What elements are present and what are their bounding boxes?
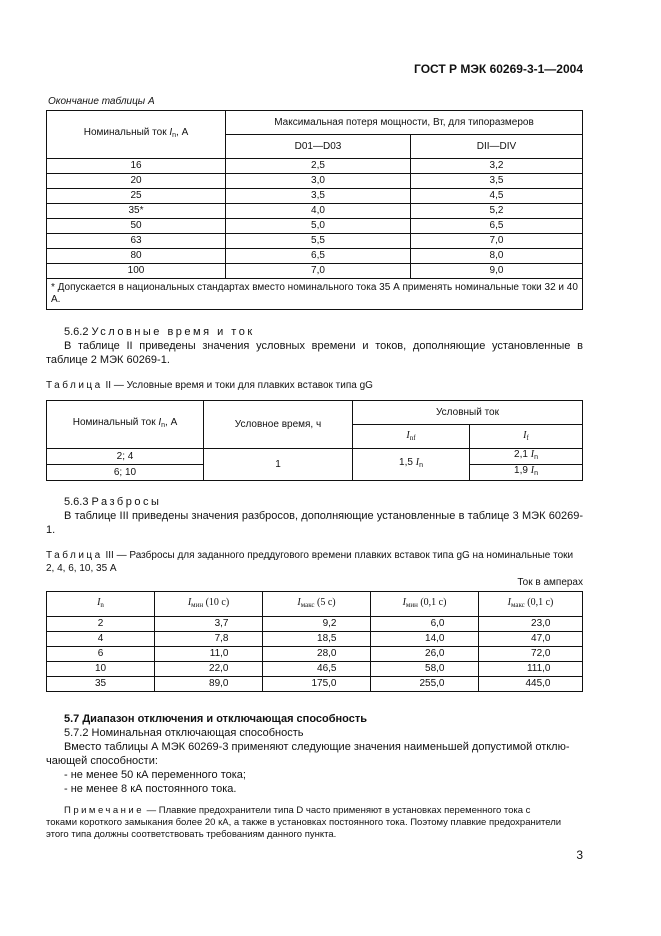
table-cell: 2,5 bbox=[226, 159, 411, 174]
table-row bbox=[47, 647, 583, 662]
cell-value: 72,0 bbox=[531, 648, 551, 659]
table-ii bbox=[46, 400, 583, 481]
table-ii-caption: Таблица II — Условные время и токи для плавких вставок типа gG bbox=[46, 380, 373, 391]
table-cell bbox=[263, 677, 371, 692]
cell-value: 111,0 bbox=[526, 663, 551, 674]
table-iii bbox=[46, 591, 583, 692]
table-cell bbox=[155, 677, 263, 692]
section-5-7-2-body-line1: Вместо таблицы А МЭК 60269-3 применяют следующие значения наименьшей допустимой отклю- bbox=[64, 741, 570, 753]
table-row bbox=[47, 234, 583, 249]
table-iii-head-imax01: $I_{макс}$ (0,1 с) bbox=[479, 592, 583, 617]
table-iii-caption-line2: 2, 4, 6, 10, 35 А bbox=[46, 563, 117, 574]
table-cell bbox=[479, 677, 583, 692]
table-cell bbox=[371, 662, 479, 677]
table-cell: 4,0 bbox=[226, 204, 411, 219]
table-cell: 63 bbox=[47, 234, 226, 249]
cell-value: 47,0 bbox=[531, 633, 551, 644]
table-a-head-rated: Номинальный ток $I_n$, А bbox=[47, 111, 226, 159]
section-5-6-2-heading: 5.6.2 Условные время и ток bbox=[64, 326, 255, 338]
table-cell bbox=[371, 632, 479, 647]
table-ii-row1-rated: 2; 4 bbox=[47, 449, 204, 465]
table-cell: 35* bbox=[47, 204, 226, 219]
table-cell: 35 bbox=[47, 677, 155, 692]
table-row bbox=[47, 204, 583, 219]
table-row bbox=[47, 174, 583, 189]
cell-value: 28,0 bbox=[317, 648, 337, 659]
table-cell: 3,0 bbox=[226, 174, 411, 189]
section-5-7-heading: 5.7 Диапазон отключения и отключающая способность bbox=[64, 713, 368, 725]
table-iii-head-in: $I_n$ bbox=[47, 592, 155, 617]
table-cell: 5,2 bbox=[411, 204, 583, 219]
section-5-7-2-heading: 5.7.2 Номинальная отключающая способность bbox=[64, 727, 304, 739]
table-cell: 3,5 bbox=[226, 189, 411, 204]
table-cell: 3,5 bbox=[411, 174, 583, 189]
table-cell bbox=[479, 617, 583, 632]
table-cell: 6,5 bbox=[411, 219, 583, 234]
table-cell: 6,5 bbox=[226, 249, 411, 264]
table-a-head-d2: DII—DIV bbox=[411, 135, 583, 159]
note-line2: токами короткого замыкания более 20 кА, а также в установках постоянного тока. Поэтому плавкие предохранители bbox=[46, 817, 562, 828]
table-row bbox=[47, 617, 583, 632]
table-ii-head-if: $I_f$ bbox=[470, 425, 583, 449]
table-ii-head-current: Условный ток bbox=[353, 401, 583, 425]
table-cell: 4 bbox=[47, 632, 155, 647]
table-cell: 9,0 bbox=[411, 264, 583, 279]
table-ii-row2-rated: 6; 10 bbox=[47, 465, 204, 481]
table-cell: 20 bbox=[47, 174, 226, 189]
table-iii-head-imin10: $I_{мин}$ (10 с) bbox=[155, 592, 263, 617]
table-cell: 4,5 bbox=[411, 189, 583, 204]
cell-value: 11,0 bbox=[209, 648, 229, 659]
table-cell bbox=[371, 677, 479, 692]
table-row bbox=[47, 264, 583, 279]
cell-value: 23,0 bbox=[531, 618, 551, 629]
table-cell bbox=[263, 662, 371, 677]
list-item-8ka: - не менее 8 кА постоянного тока. bbox=[64, 783, 237, 795]
table-a-head-d1: D01—D03 bbox=[226, 135, 411, 159]
cell-value: 26,0 bbox=[425, 648, 445, 659]
table-iii-head-imax5: $I_{макс}$ (5 с) bbox=[263, 592, 371, 617]
section-5-6-3-heading: 5.6.3 Разбросы bbox=[64, 496, 162, 508]
cell-value: 255,0 bbox=[419, 678, 445, 689]
table-row bbox=[47, 159, 583, 174]
cell-value: 445,0 bbox=[525, 678, 551, 689]
cell-value: 18,5 bbox=[317, 633, 337, 644]
cell-value: 175,0 bbox=[311, 678, 337, 689]
cell-value: 3,7 bbox=[214, 618, 229, 629]
table-cell bbox=[155, 662, 263, 677]
table-a-head-loss: Максимальная потеря мощности, Вт, для типоразмеров bbox=[226, 111, 583, 135]
table-cell bbox=[479, 647, 583, 662]
table-a bbox=[46, 110, 583, 310]
table-cell bbox=[155, 632, 263, 647]
table-cell: 3,2 bbox=[411, 159, 583, 174]
document-header: ГОСТ Р МЭК 60269-3-1—2004 bbox=[414, 62, 583, 76]
table-row bbox=[47, 677, 583, 692]
table-cell bbox=[263, 617, 371, 632]
section-5-7-2-body-line2: чающей способности: bbox=[46, 755, 158, 767]
page-number: 3 bbox=[576, 848, 583, 862]
section-5-6-2-body: В таблице II приведены значения условных времени и токов, дополняющие установленные в таблице 2 МЭК 60269-1. bbox=[46, 340, 583, 366]
table-row bbox=[47, 249, 583, 264]
table-cell: 5,5 bbox=[226, 234, 411, 249]
table-cell bbox=[263, 632, 371, 647]
table-iii-head-imin01: $I_{мин}$ (0,1 с) bbox=[371, 592, 479, 617]
table-cell bbox=[371, 617, 479, 632]
table-cell: 5,0 bbox=[226, 219, 411, 234]
cell-value: 6,0 bbox=[430, 618, 445, 629]
table-row bbox=[47, 189, 583, 204]
table-cell: 2 bbox=[47, 617, 155, 632]
table-cell: 100 bbox=[47, 264, 226, 279]
table-cell: 8,0 bbox=[411, 249, 583, 264]
table-cell bbox=[479, 632, 583, 647]
table-cell bbox=[155, 617, 263, 632]
table-cell: 80 bbox=[47, 249, 226, 264]
cell-value: 14,0 bbox=[425, 633, 445, 644]
table-cell bbox=[479, 662, 583, 677]
table-row bbox=[47, 632, 583, 647]
table-cell bbox=[263, 647, 371, 662]
cell-value: 46,5 bbox=[317, 663, 337, 674]
table-ii-if-row1: 2,1 $I_n$ bbox=[470, 449, 583, 465]
section-5-6-3-body: В таблице III приведены значения разбросов, дополняющие установленные в таблице 3 МЭК 60269-1. bbox=[46, 510, 583, 536]
list-item-50ka: - не менее 50 кА переменного тока; bbox=[64, 769, 246, 781]
table-cell: 7,0 bbox=[411, 234, 583, 249]
table-cell: 7,0 bbox=[226, 264, 411, 279]
cell-value: 89,0 bbox=[209, 678, 229, 689]
table-ii-head-rated: Номинальный ток $I_n$, А bbox=[47, 401, 204, 449]
cell-value: 9,2 bbox=[322, 618, 337, 629]
table-cell: 16 bbox=[47, 159, 226, 174]
cell-value: 22,0 bbox=[209, 663, 229, 674]
table-cell bbox=[155, 647, 263, 662]
table-ii-inf: 1,5 $I_n$ bbox=[353, 449, 470, 481]
table-ii-if-row2: 1,9 $I_n$ bbox=[470, 465, 583, 481]
table-ii-head-time: Условное время, ч bbox=[204, 401, 353, 449]
cell-value: 7,8 bbox=[214, 633, 229, 644]
table-cell: 50 bbox=[47, 219, 226, 234]
table-cell: 10 bbox=[47, 662, 155, 677]
table-ii-head-inf: $I_{nf}$ bbox=[353, 425, 470, 449]
note-line3: этого типа должны соответствовать требованиям данного пункта. bbox=[46, 829, 337, 840]
table-cell bbox=[371, 647, 479, 662]
table-cell: 25 bbox=[47, 189, 226, 204]
note-line1: Примечание — Плавкие предохранители типа D часто применяют в установках переменного тока с bbox=[64, 805, 531, 816]
table-ii-time: 1 bbox=[204, 449, 353, 481]
table-a-caption: Окончание таблицы А bbox=[48, 96, 155, 107]
table-iii-caption: Таблица III — Разбросы для заданного преддугового времени плавких вставок типа gG на номинальные токи bbox=[46, 550, 574, 561]
table-row bbox=[47, 662, 583, 677]
table-row bbox=[47, 219, 583, 234]
table-a-footnote: * Допускается в национальных стандартах вместо номинального тока 35 А применять номинальные токи 32 и 40 А. bbox=[47, 279, 583, 310]
table-iii-unit: Ток в амперах bbox=[517, 577, 583, 588]
table-cell: 6 bbox=[47, 647, 155, 662]
cell-value: 58,0 bbox=[425, 663, 445, 674]
